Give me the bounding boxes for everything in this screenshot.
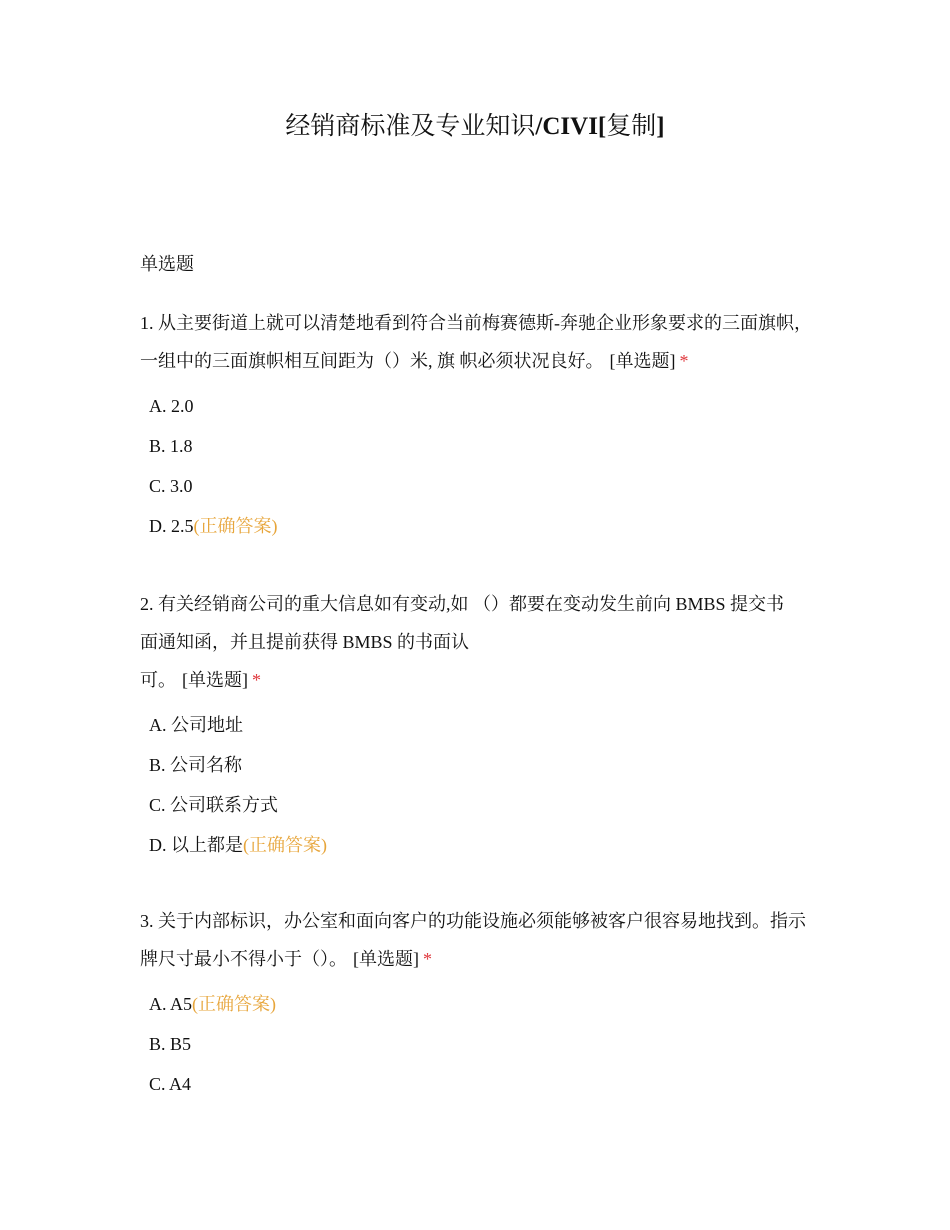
correct-answer-label: (正确答案) bbox=[192, 994, 277, 1014]
question-1-option-c[interactable] bbox=[149, 466, 820, 506]
option-label: C. A4 bbox=[149, 1074, 192, 1094]
option-label: B. 公司名称 bbox=[149, 755, 243, 775]
question-2-text-line2: 面通知函，并且提前获得 BMBS 的书面认 bbox=[140, 632, 470, 652]
question-1-text-block bbox=[140, 304, 820, 380]
option-label: B. B5 bbox=[149, 1034, 192, 1054]
question-3 bbox=[140, 902, 820, 1104]
title-close: ] bbox=[656, 113, 665, 140]
question-3-type: [单选题] bbox=[353, 949, 419, 969]
question-1-option-a[interactable] bbox=[149, 386, 820, 426]
option-label: A. 公司地址 bbox=[149, 715, 243, 735]
option-label: B. 1.8 bbox=[149, 436, 193, 456]
question-2-option-d[interactable] bbox=[149, 825, 820, 865]
title-main: 经销商标准及专业知识 bbox=[285, 113, 536, 140]
option-label: A. A5 bbox=[149, 994, 193, 1014]
option-label: A. 2.0 bbox=[149, 396, 194, 416]
question-3-text: 3. 关于内部标识，办公室和面向客户的功能设施必须能够被客户很容易地找到。指示牌尺寸最小不得小于（）。 bbox=[140, 911, 806, 969]
option-label: C. 公司联系方式 bbox=[149, 795, 279, 815]
correct-answer-label: (正确答案) bbox=[243, 835, 327, 855]
section-heading: 单选题 bbox=[140, 254, 194, 274]
question-2 bbox=[140, 585, 820, 865]
correct-answer-label: (正确答案) bbox=[193, 516, 278, 536]
question-1-text: 1. 从主要街道上就可以清楚地看到符合当前梅赛德斯-奔驰企业形象要求的三面旗帜，一组中的三面旗帜相互间距为（）米, 旗 帜必须状况良好。 bbox=[140, 313, 812, 371]
question-2-type: [单选题] bbox=[182, 670, 248, 690]
question-1-option-b[interactable] bbox=[149, 426, 820, 466]
option-label: C. 3.0 bbox=[149, 476, 193, 496]
required-mark: * bbox=[252, 670, 261, 690]
question-2-option-c[interactable] bbox=[149, 785, 820, 825]
question-3-option-a[interactable] bbox=[149, 984, 820, 1024]
question-3-option-b[interactable] bbox=[149, 1024, 820, 1064]
option-label: D. 以上都是 bbox=[149, 835, 243, 855]
question-1-type: [单选题] bbox=[609, 351, 676, 371]
question-2-text-block bbox=[140, 585, 820, 699]
question-1-option-d[interactable] bbox=[149, 506, 820, 546]
question-2-text-line1: 2. 有关经销商公司的重大信息如有变动,如 （）都要在变动发生前向 BMBS 提交书 bbox=[140, 594, 785, 614]
option-label: D. 2.5 bbox=[149, 516, 194, 536]
question-2-option-b[interactable] bbox=[149, 745, 820, 785]
required-mark: * bbox=[679, 351, 689, 371]
required-mark: * bbox=[423, 949, 432, 969]
title-latin: /CIVI[ bbox=[535, 113, 607, 140]
question-2-option-a[interactable] bbox=[149, 705, 820, 745]
question-1 bbox=[140, 304, 820, 546]
question-2-text-line3: 可。 bbox=[140, 670, 176, 690]
survey-title bbox=[0, 110, 950, 144]
title-suffix: 复制 bbox=[606, 113, 657, 140]
question-3-option-c[interactable] bbox=[149, 1064, 820, 1104]
question-3-text-block bbox=[140, 902, 820, 978]
